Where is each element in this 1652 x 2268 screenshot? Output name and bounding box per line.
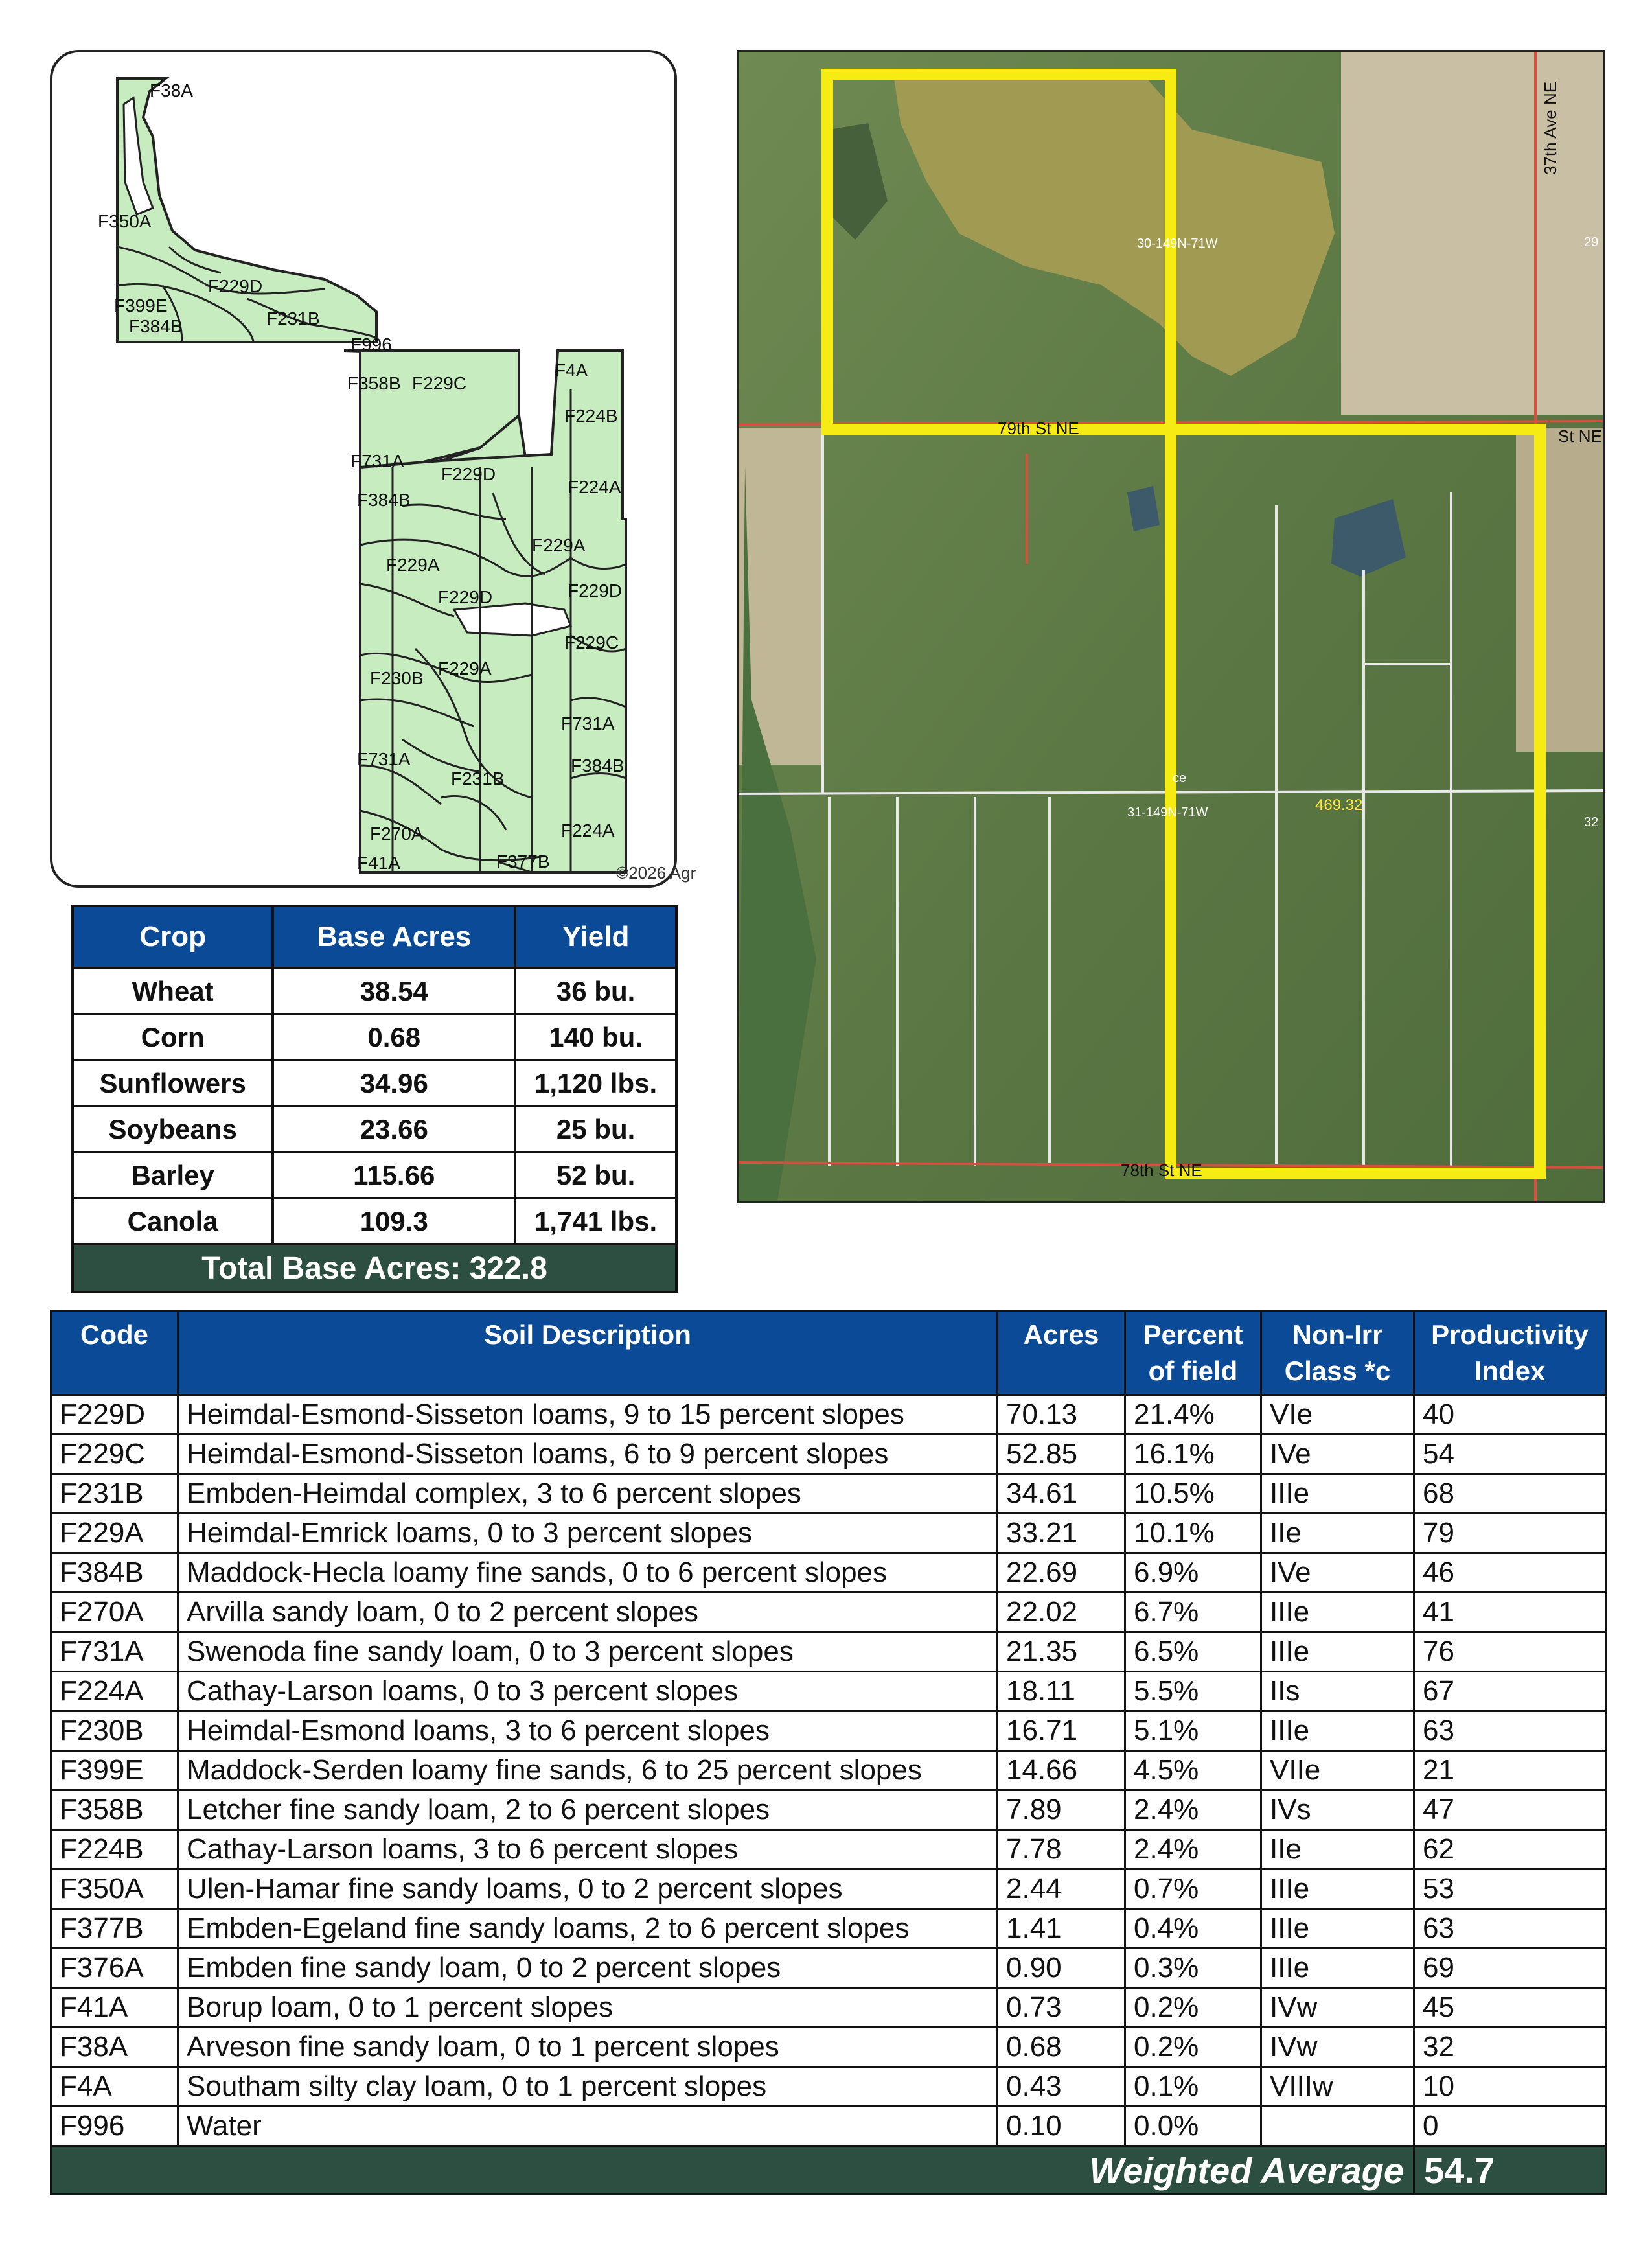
soil-code: F731A xyxy=(51,1632,178,1672)
soil-unit-label: F4A xyxy=(555,360,588,380)
soil-class: IVw xyxy=(1261,2028,1414,2067)
soil-acres: 34.61 xyxy=(998,1474,1125,1514)
soil-productivity-index: 63 xyxy=(1414,1711,1606,1751)
section-label-31: 31-149N-71W xyxy=(1127,805,1208,820)
soil-percent: 10.1% xyxy=(1125,1514,1261,1553)
soil-productivity-index: 62 xyxy=(1414,1830,1606,1869)
soil-unit-label: F229A xyxy=(532,535,586,555)
soil-map-drawing xyxy=(52,52,696,890)
road-label-37th: 37th Ave NE xyxy=(1541,81,1560,175)
edge-label-29: 29 xyxy=(1584,235,1599,249)
crop-name: Sunflowers xyxy=(73,1060,273,1106)
soil-unit-label: F399E xyxy=(114,295,168,316)
soil-description: Embden-Heimdal complex, 3 to 6 percent slopes xyxy=(178,1474,998,1514)
soil-row xyxy=(51,1790,1606,1830)
soil-acres: 52.85 xyxy=(998,1435,1125,1474)
soil-productivity-index: 69 xyxy=(1414,1949,1606,1988)
soil-row xyxy=(51,2067,1606,2107)
soil-acres: 2.44 xyxy=(998,1869,1125,1909)
total-base-acres: Total Base Acres: 322.8 xyxy=(73,1244,676,1292)
soil-acres: 14.66 xyxy=(998,1751,1125,1790)
soil-class: IVs xyxy=(1261,1790,1414,1830)
soil-code: F230B xyxy=(51,1711,178,1751)
crop-name: Wheat xyxy=(73,968,273,1014)
total-base-acres-row xyxy=(73,1244,676,1292)
soil-row xyxy=(51,1751,1606,1790)
crop-base-table xyxy=(71,905,678,1293)
soil-description: Cathay-Larson loams, 3 to 6 percent slopes xyxy=(178,1830,998,1869)
soil-table-header-row xyxy=(51,1311,1606,1395)
soil-description: Southam silty clay loam, 0 to 1 percent slopes xyxy=(178,2067,998,2107)
soil-code: F229C xyxy=(51,1435,178,1474)
soil-map xyxy=(50,50,696,888)
soil-productivity-index: 53 xyxy=(1414,1869,1606,1909)
soil-row xyxy=(51,1711,1606,1751)
soil-description: Embden fine sandy loam, 0 to 2 percent slopes xyxy=(178,1949,998,1988)
soil-class xyxy=(1261,2107,1414,2146)
header-pi-line2: Index xyxy=(1474,1356,1546,1386)
soil-acres: 1.41 xyxy=(998,1909,1125,1949)
crop-base-acres: 115.66 xyxy=(273,1152,515,1198)
header-class-line2: Class *c xyxy=(1284,1356,1391,1386)
soil-unit-label: F996 xyxy=(350,334,392,354)
header-code: Code xyxy=(51,1311,178,1395)
crop-yield: 36 bu. xyxy=(515,968,676,1014)
soil-class: IIIe xyxy=(1261,1593,1414,1632)
soil-code: F996 xyxy=(51,2107,178,2146)
crop-name: Soybeans xyxy=(73,1106,273,1152)
soil-description: Arveson fine sandy loam, 0 to 1 percent slopes xyxy=(178,2028,998,2067)
soil-row xyxy=(51,1830,1606,1869)
soil-percent: 5.1% xyxy=(1125,1711,1261,1751)
map-copyright: ©2026 Agr xyxy=(616,863,696,883)
soil-unit-label: F731A xyxy=(357,749,411,769)
soil-acres: 70.13 xyxy=(998,1395,1125,1435)
header-percent-line1: Percent xyxy=(1143,1319,1243,1350)
soil-percent: 0.2% xyxy=(1125,2028,1261,2067)
header-productivity-index xyxy=(1414,1311,1606,1395)
soil-table xyxy=(50,1310,1607,2195)
header-soil-description: Soil Description xyxy=(178,1311,998,1395)
soil-productivity-index: 54 xyxy=(1414,1435,1606,1474)
section-label-30: 30-149N-71W xyxy=(1137,237,1218,251)
header-base-acres: Base Acres xyxy=(273,906,515,968)
soil-code: F41A xyxy=(51,1988,178,2028)
soil-map-pond-lower xyxy=(454,603,571,636)
soil-percent: 0.2% xyxy=(1125,1988,1261,2028)
soil-acres: 0.10 xyxy=(998,2107,1125,2146)
soil-unit-label: F229D xyxy=(208,276,263,296)
soil-unit-label: F384B xyxy=(357,490,411,510)
header-pi-line1: Productivity xyxy=(1431,1319,1589,1350)
crop-base-acres: 34.96 xyxy=(273,1060,515,1106)
soil-acres: 22.69 xyxy=(998,1553,1125,1593)
header-crop: Crop xyxy=(73,906,273,968)
weighted-average-row xyxy=(51,2146,1606,2195)
soil-unit-label: F229D xyxy=(441,464,496,484)
soil-code: F270A xyxy=(51,1593,178,1632)
soil-row xyxy=(51,2028,1606,2067)
soil-acres: 0.43 xyxy=(998,2067,1125,2107)
soil-unit-label: F229C xyxy=(564,632,619,653)
soil-unit-label: F384B xyxy=(129,316,183,336)
soil-description: Ulen-Hamar fine sandy loams, 0 to 2 percent slopes xyxy=(178,1869,998,1909)
soil-unit-label: F384B xyxy=(571,756,625,776)
soil-description: Heimdal-Esmond-Sisseton loams, 9 to 15 percent slopes xyxy=(178,1395,998,1435)
soil-acres: 0.73 xyxy=(998,1988,1125,2028)
soil-code: F4A xyxy=(51,2067,178,2107)
soil-row xyxy=(51,2107,1606,2146)
soil-unit-label: F229D xyxy=(568,581,623,601)
crop-row xyxy=(73,1060,676,1106)
soil-productivity-index: 21 xyxy=(1414,1751,1606,1790)
soil-description: Maddock-Hecla loamy fine sands, 0 to 6 percent slopes xyxy=(178,1553,998,1593)
soil-description: Water xyxy=(178,2107,998,2146)
soil-acres: 22.02 xyxy=(998,1593,1125,1632)
soil-percent: 6.5% xyxy=(1125,1632,1261,1672)
soil-class: IIIe xyxy=(1261,1869,1414,1909)
road-label-79th: 79th St NE xyxy=(998,419,1079,438)
soil-class: IIIe xyxy=(1261,1909,1414,1949)
road-label-stne: St NE xyxy=(1558,426,1602,446)
weighted-average-label: Weighted Average xyxy=(51,2146,1414,2195)
soil-unit-label: F377B xyxy=(496,851,550,872)
soil-row xyxy=(51,1672,1606,1711)
soil-productivity-index: 79 xyxy=(1414,1514,1606,1553)
soil-row xyxy=(51,1395,1606,1435)
soil-unit-label: F229A xyxy=(386,555,440,575)
soil-row xyxy=(51,1632,1606,1672)
soil-unit-label: F229C xyxy=(412,373,467,393)
aerial-photo xyxy=(737,50,1605,1203)
crop-yield: 1,120 lbs. xyxy=(515,1060,676,1106)
soil-acres: 33.21 xyxy=(998,1514,1125,1553)
header-non-irr-class xyxy=(1261,1311,1414,1395)
soil-productivity-index: 63 xyxy=(1414,1909,1606,1949)
crop-yield: 140 bu. xyxy=(515,1014,676,1060)
header-acres: Acres xyxy=(998,1311,1125,1395)
soil-percent: 6.7% xyxy=(1125,1593,1261,1632)
soil-unit-label: F224A xyxy=(561,820,615,840)
soil-row xyxy=(51,1553,1606,1593)
soil-productivity-index: 32 xyxy=(1414,2028,1606,2067)
soil-description: Swenoda fine sandy loam, 0 to 3 percent slopes xyxy=(178,1632,998,1672)
soil-description: Maddock-Serden loamy fine sands, 6 to 25 percent slopes xyxy=(178,1751,998,1790)
soil-unit-label: F731A xyxy=(350,451,404,471)
soil-code: F350A xyxy=(51,1869,178,1909)
soil-productivity-index: 41 xyxy=(1414,1593,1606,1632)
soil-unit-label: F270A xyxy=(370,824,424,844)
soil-row xyxy=(51,1949,1606,1988)
road-label-78th: 78th St NE xyxy=(1121,1161,1202,1180)
soil-productivity-index: 46 xyxy=(1414,1553,1606,1593)
weighted-average-value: 54.7 xyxy=(1414,2146,1606,2195)
soil-productivity-index: 68 xyxy=(1414,1474,1606,1514)
soil-unit-label: F224B xyxy=(564,406,618,426)
soil-class: IVw xyxy=(1261,1988,1414,2028)
soil-productivity-index: 45 xyxy=(1414,1988,1606,2028)
soil-description: Heimdal-Emrick loams, 0 to 3 percent slopes xyxy=(178,1514,998,1553)
soil-class: IIIe xyxy=(1261,1474,1414,1514)
soil-code: F399E xyxy=(51,1751,178,1790)
crop-row xyxy=(73,1106,676,1152)
soil-percent: 16.1% xyxy=(1125,1435,1261,1474)
soil-acres: 18.11 xyxy=(998,1672,1125,1711)
soil-description: Embden-Egeland fine sandy loams, 2 to 6 percent slopes xyxy=(178,1909,998,1949)
soil-description: Arvilla sandy loam, 0 to 2 percent slopes xyxy=(178,1593,998,1632)
soil-class: IIIe xyxy=(1261,1632,1414,1672)
soil-acres: 0.68 xyxy=(998,2028,1125,2067)
soil-percent: 2.4% xyxy=(1125,1790,1261,1830)
header-percent-line2: of field xyxy=(1148,1356,1238,1386)
soil-code: F358B xyxy=(51,1790,178,1830)
soil-acres: 0.90 xyxy=(998,1949,1125,1988)
soil-code: F229D xyxy=(51,1395,178,1435)
soil-unit-label: F731A xyxy=(561,713,615,734)
soil-productivity-index: 40 xyxy=(1414,1395,1606,1435)
crop-row xyxy=(73,1152,676,1198)
soil-description: Heimdal-Esmond loams, 3 to 6 percent slopes xyxy=(178,1711,998,1751)
soil-unit-label: F230B xyxy=(370,668,424,688)
soil-unit-label: F229D xyxy=(438,587,493,607)
soil-productivity-index: 47 xyxy=(1414,1790,1606,1830)
soil-unit-label: F41A xyxy=(357,853,400,873)
soil-unit-label: F231B xyxy=(266,308,320,329)
soil-row xyxy=(51,1474,1606,1514)
label-fragment: ce xyxy=(1173,771,1187,785)
crop-table-header-row xyxy=(73,906,676,968)
soil-class: IIIe xyxy=(1261,1711,1414,1751)
soil-acres: 16.71 xyxy=(998,1711,1125,1751)
crop-name: Corn xyxy=(73,1014,273,1060)
soil-code: F231B xyxy=(51,1474,178,1514)
soil-productivity-index: 67 xyxy=(1414,1672,1606,1711)
soil-code: F224B xyxy=(51,1830,178,1869)
tan-field xyxy=(1341,52,1603,415)
soil-description: Letcher fine sandy loam, 2 to 6 percent slopes xyxy=(178,1790,998,1830)
soil-class: VIe xyxy=(1261,1395,1414,1435)
soil-class: VIIe xyxy=(1261,1751,1414,1790)
soil-unit-label: F231B xyxy=(451,769,505,789)
soil-code: F377B xyxy=(51,1909,178,1949)
acres-label: 469.32 xyxy=(1315,796,1363,814)
crop-yield: 1,741 lbs. xyxy=(515,1198,676,1244)
edge-label-32: 32 xyxy=(1584,815,1599,829)
soil-unit-label: F350A xyxy=(98,211,152,231)
crop-base-acres: 109.3 xyxy=(273,1198,515,1244)
soil-class: IIIe xyxy=(1261,1949,1414,1988)
soil-row xyxy=(51,1514,1606,1553)
soil-percent: 0.4% xyxy=(1125,1909,1261,1949)
soil-class: IIe xyxy=(1261,1514,1414,1553)
soil-class: IVe xyxy=(1261,1553,1414,1593)
crop-base-acres: 0.68 xyxy=(273,1014,515,1060)
crop-name: Barley xyxy=(73,1152,273,1198)
soil-percent: 5.5% xyxy=(1125,1672,1261,1711)
soil-class: VIIIw xyxy=(1261,2067,1414,2107)
soil-class: IIe xyxy=(1261,1830,1414,1869)
soil-row xyxy=(51,1869,1606,1909)
aerial-drawing xyxy=(739,52,1603,1201)
crop-row xyxy=(73,1198,676,1244)
header-class-line1: Non-Irr xyxy=(1292,1319,1383,1350)
soil-percent: 0.7% xyxy=(1125,1869,1261,1909)
header-yield: Yield xyxy=(515,906,676,968)
soil-unit-label: F229A xyxy=(438,658,492,678)
soil-percent: 2.4% xyxy=(1125,1830,1261,1869)
soil-unit-label: F38A xyxy=(150,80,193,100)
soil-row xyxy=(51,1435,1606,1474)
soil-percent: 6.9% xyxy=(1125,1553,1261,1593)
soil-code: F38A xyxy=(51,2028,178,2067)
soil-unit-label: F358B xyxy=(347,373,401,393)
crop-yield: 25 bu. xyxy=(515,1106,676,1152)
soil-percent: 0.3% xyxy=(1125,1949,1261,1988)
soil-productivity-index: 76 xyxy=(1414,1632,1606,1672)
soil-acres: 7.89 xyxy=(998,1790,1125,1830)
crop-yield: 52 bu. xyxy=(515,1152,676,1198)
soil-code: F229A xyxy=(51,1514,178,1553)
crop-base-acres: 23.66 xyxy=(273,1106,515,1152)
soil-class: IIs xyxy=(1261,1672,1414,1711)
soil-percent: 0.0% xyxy=(1125,2107,1261,2146)
soil-description: Borup loam, 0 to 1 percent slopes xyxy=(178,1988,998,2028)
soil-acres: 21.35 xyxy=(998,1632,1125,1672)
soil-percent: 10.5% xyxy=(1125,1474,1261,1514)
soil-percent: 21.4% xyxy=(1125,1395,1261,1435)
soil-row xyxy=(51,1909,1606,1949)
soil-code: F384B xyxy=(51,1553,178,1593)
soil-unit-label: F224A xyxy=(568,477,621,497)
crop-base-acres: 38.54 xyxy=(273,968,515,1014)
soil-percent: 4.5% xyxy=(1125,1751,1261,1790)
tan-field-right xyxy=(1516,428,1603,752)
soil-percent: 0.1% xyxy=(1125,2067,1261,2107)
soil-code: F224A xyxy=(51,1672,178,1711)
soil-description: Heimdal-Esmond-Sisseton loams, 6 to 9 percent slopes xyxy=(178,1435,998,1474)
soil-code: F376A xyxy=(51,1949,178,1988)
soil-productivity-index: 0 xyxy=(1414,2107,1606,2146)
soil-acres: 7.78 xyxy=(998,1830,1125,1869)
soil-description: Cathay-Larson loams, 0 to 3 percent slopes xyxy=(178,1672,998,1711)
soil-row xyxy=(51,1593,1606,1632)
crop-row xyxy=(73,1014,676,1060)
soil-productivity-index: 10 xyxy=(1414,2067,1606,2107)
soil-row xyxy=(51,1988,1606,2028)
crop-name: Canola xyxy=(73,1198,273,1244)
soil-class: IVe xyxy=(1261,1435,1414,1474)
header-percent-of-field xyxy=(1125,1311,1261,1395)
crop-row xyxy=(73,968,676,1014)
